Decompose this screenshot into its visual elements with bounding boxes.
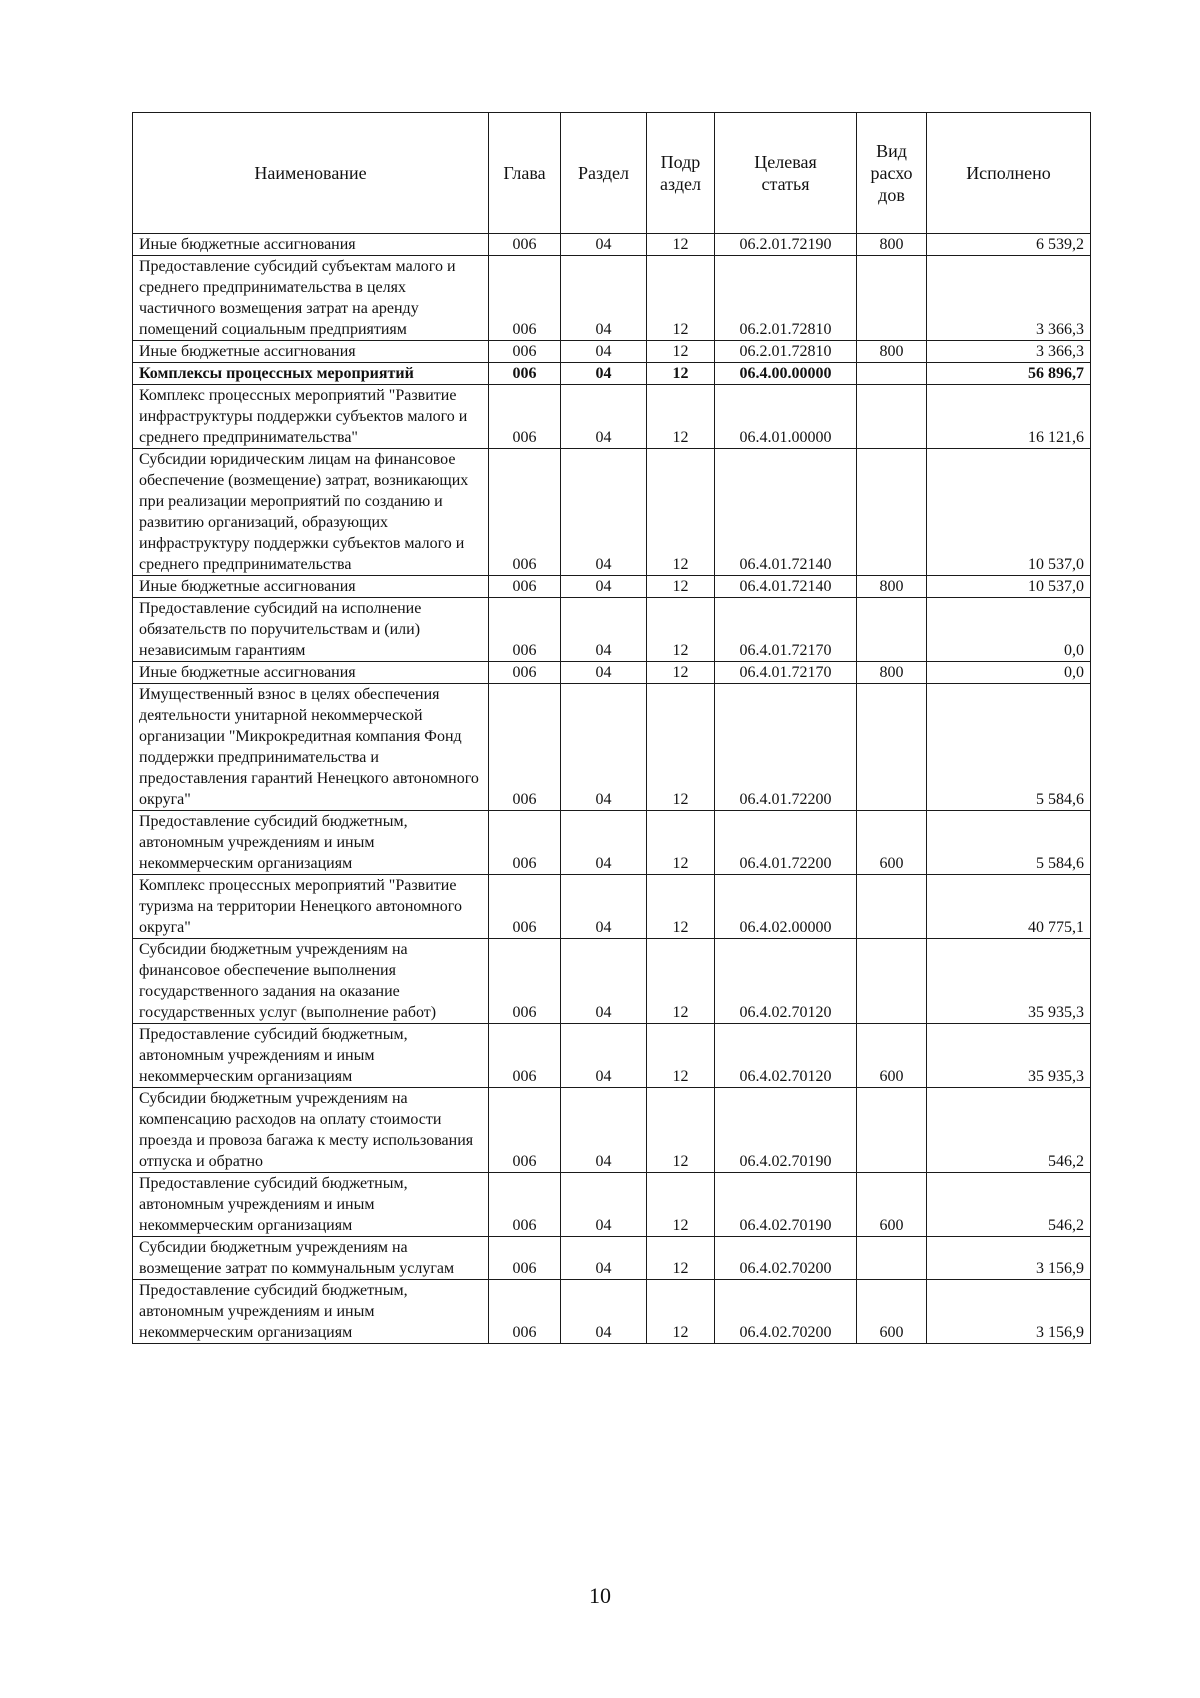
cell-amount: 35 935,3 [927,939,1091,1024]
table-row [133,576,1091,598]
cell-podrazdel: 12 [647,576,715,598]
cell-target: 06.4.01.72140 [715,449,857,576]
cell-amount: 546,2 [927,1173,1091,1237]
cell-glava: 006 [489,449,561,576]
cell-name: Субсидии бюджетным учреждениям на возмещение затрат по коммунальным услугам [133,1237,489,1280]
cell-razdel: 04 [561,939,647,1024]
cell-name: Иные бюджетные ассигнования [133,341,489,363]
cell-vid: 600 [857,1024,927,1088]
cell-razdel: 04 [561,811,647,875]
cell-name: Субсидии бюджетным учреждениям на компенсацию расходов на оплату стоимости проезда и провоза багажа к месту использования отпуска и обратно [133,1088,489,1173]
table-row [133,811,1091,875]
cell-target: 06.4.01.72200 [715,811,857,875]
cell-podrazdel: 12 [647,598,715,662]
cell-target: 06.4.02.70120 [715,939,857,1024]
cell-glava: 006 [489,598,561,662]
cell-podrazdel: 12 [647,256,715,341]
cell-target: 06.4.02.70190 [715,1088,857,1173]
cell-name: Субсидии юридическим лицам на финансовое обеспечение (возмещение) затрат, возникающих при реализации мероприятий по созданию и развитию организаций, образующих инфраструктуру поддержки субъектов малого и среднего предпринимательства [133,449,489,576]
cell-name: Предоставление субсидий бюджетным, автономным учреждениям и иным некоммерческим организациям [133,1024,489,1088]
cell-podrazdel: 12 [647,1088,715,1173]
cell-amount: 3 156,9 [927,1237,1091,1280]
cell-vid [857,363,927,385]
cell-glava: 006 [489,875,561,939]
cell-razdel: 04 [561,1173,647,1237]
cell-razdel: 04 [561,1280,647,1344]
cell-podrazdel: 12 [647,1280,715,1344]
cell-podrazdel: 12 [647,684,715,811]
cell-glava: 006 [489,363,561,385]
cell-target: 06.2.01.72810 [715,341,857,363]
cell-glava: 006 [489,576,561,598]
cell-podrazdel: 12 [647,875,715,939]
cell-glava: 006 [489,256,561,341]
cell-name: Иные бюджетные ассигнования [133,576,489,598]
cell-glava: 006 [489,385,561,449]
cell-name: Иные бюджетные ассигнования [133,662,489,684]
cell-glava: 006 [489,1280,561,1344]
cell-amount: 10 537,0 [927,449,1091,576]
cell-name: Комплекс процессных мероприятий "Развитие инфраструктуры поддержки субъектов малого и среднего предпринимательства" [133,385,489,449]
cell-vid: 600 [857,1173,927,1237]
cell-vid [857,875,927,939]
cell-target: 06.4.01.00000 [715,385,857,449]
cell-razdel: 04 [561,576,647,598]
cell-amount: 10 537,0 [927,576,1091,598]
cell-amount: 3 366,3 [927,341,1091,363]
cell-podrazdel: 12 [647,1173,715,1237]
header-vid: Вид расхо дов [857,113,927,234]
cell-podrazdel: 12 [647,234,715,256]
cell-amount: 16 121,6 [927,385,1091,449]
table-row [133,234,1091,256]
table-row [133,1173,1091,1237]
cell-razdel: 04 [561,363,647,385]
cell-target: 06.4.01.72200 [715,684,857,811]
cell-glava: 006 [489,811,561,875]
table-row [133,598,1091,662]
cell-vid [857,1237,927,1280]
cell-name: Имущественный взнос в целях обеспечения деятельности унитарной некоммерческой организации "Микрокредитная компания Фонд поддержки предпринимательства и предоставления гарантий Ненецкого автономного округа" [133,684,489,811]
cell-amount: 5 584,6 [927,811,1091,875]
table-row [133,684,1091,811]
cell-amount: 3 156,9 [927,1280,1091,1344]
cell-podrazdel: 12 [647,363,715,385]
cell-razdel: 04 [561,1088,647,1173]
cell-amount: 40 775,1 [927,875,1091,939]
table-row [133,1237,1091,1280]
cell-razdel: 04 [561,684,647,811]
cell-razdel: 04 [561,341,647,363]
table-body [133,234,1091,1344]
cell-glava: 006 [489,1173,561,1237]
cell-target: 06.4.01.72170 [715,598,857,662]
cell-glava: 006 [489,1237,561,1280]
table-row [133,662,1091,684]
table-row [133,363,1091,385]
cell-amount: 35 935,3 [927,1024,1091,1088]
cell-podrazdel: 12 [647,385,715,449]
cell-razdel: 04 [561,449,647,576]
cell-razdel: 04 [561,385,647,449]
header-razdel: Раздел [561,113,647,234]
cell-vid [857,684,927,811]
cell-glava: 006 [489,684,561,811]
cell-razdel: 04 [561,256,647,341]
cell-vid [857,1088,927,1173]
cell-glava: 006 [489,1088,561,1173]
cell-razdel: 04 [561,875,647,939]
cell-name: Предоставление субсидий субъектам малого и среднего предпринимательства в целях частичного возмещения затрат на аренду помещений социальным предприятиям [133,256,489,341]
cell-vid: 800 [857,662,927,684]
cell-target: 06.4.02.00000 [715,875,857,939]
cell-target: 06.4.02.70200 [715,1280,857,1344]
cell-podrazdel: 12 [647,811,715,875]
cell-name: Комплексы процессных мероприятий [133,363,489,385]
cell-amount: 5 584,6 [927,684,1091,811]
budget-table [132,112,1091,1344]
cell-name: Предоставление субсидий на исполнение обязательств по поручительствам и (или) независимым гарантиям [133,598,489,662]
table-row [133,939,1091,1024]
cell-podrazdel: 12 [647,449,715,576]
cell-amount: 0,0 [927,662,1091,684]
table-row [133,341,1091,363]
cell-target: 06.4.02.70200 [715,1237,857,1280]
cell-podrazdel: 12 [647,939,715,1024]
cell-glava: 006 [489,234,561,256]
cell-vid: 600 [857,811,927,875]
header-name: Наименование [133,113,489,234]
cell-podrazdel: 12 [647,1024,715,1088]
cell-vid [857,449,927,576]
table-row [133,1280,1091,1344]
table-row [133,1024,1091,1088]
cell-vid: 800 [857,576,927,598]
table-header-row [133,113,1091,234]
cell-amount: 0,0 [927,598,1091,662]
cell-name: Иные бюджетные ассигнования [133,234,489,256]
cell-podrazdel: 12 [647,662,715,684]
table-row [133,449,1091,576]
cell-name: Субсидии бюджетным учреждениям на финансовое обеспечение выполнения государственного задания на оказание государственных услуг (выполнение работ) [133,939,489,1024]
cell-podrazdel: 12 [647,341,715,363]
cell-glava: 006 [489,939,561,1024]
cell-target: 06.4.02.70120 [715,1024,857,1088]
cell-target: 06.4.02.70190 [715,1173,857,1237]
cell-razdel: 04 [561,234,647,256]
cell-glava: 006 [489,662,561,684]
cell-vid: 600 [857,1280,927,1344]
table-row [133,1088,1091,1173]
header-ispolneno: Исполнено [927,113,1091,234]
cell-name: Комплекс процессных мероприятий "Развитие туризма на территории Ненецкого автономного округа" [133,875,489,939]
cell-vid [857,598,927,662]
cell-razdel: 04 [561,598,647,662]
table-row [133,385,1091,449]
cell-razdel: 04 [561,1024,647,1088]
header-target: Целевая статья [715,113,857,234]
cell-vid [857,939,927,1024]
page-number: 10 [589,1583,611,1608]
cell-podrazdel: 12 [647,1237,715,1280]
cell-amount: 3 366,3 [927,256,1091,341]
cell-name: Предоставление субсидий бюджетным, автономным учреждениям и иным некоммерческим организациям [133,1173,489,1237]
cell-name: Предоставление субсидий бюджетным, автономным учреждениям и иным некоммерческим организациям [133,1280,489,1344]
table-row [133,875,1091,939]
cell-target: 06.4.01.72170 [715,662,857,684]
cell-razdel: 04 [561,662,647,684]
cell-target: 06.4.01.72140 [715,576,857,598]
cell-vid: 800 [857,234,927,256]
cell-vid [857,256,927,341]
cell-name: Предоставление субсидий бюджетным, автономным учреждениям и иным некоммерческим организациям [133,811,489,875]
cell-amount: 6 539,2 [927,234,1091,256]
cell-target: 06.2.01.72190 [715,234,857,256]
cell-amount: 546,2 [927,1088,1091,1173]
cell-glava: 006 [489,341,561,363]
cell-amount: 56 896,7 [927,363,1091,385]
cell-vid [857,385,927,449]
cell-razdel: 04 [561,1237,647,1280]
cell-glava: 006 [489,1024,561,1088]
header-podrazdel: Подр аздел [647,113,715,234]
cell-target: 06.2.01.72810 [715,256,857,341]
table-row [133,256,1091,341]
header-glava: Глава [489,113,561,234]
cell-vid: 800 [857,341,927,363]
cell-target: 06.4.00.00000 [715,363,857,385]
